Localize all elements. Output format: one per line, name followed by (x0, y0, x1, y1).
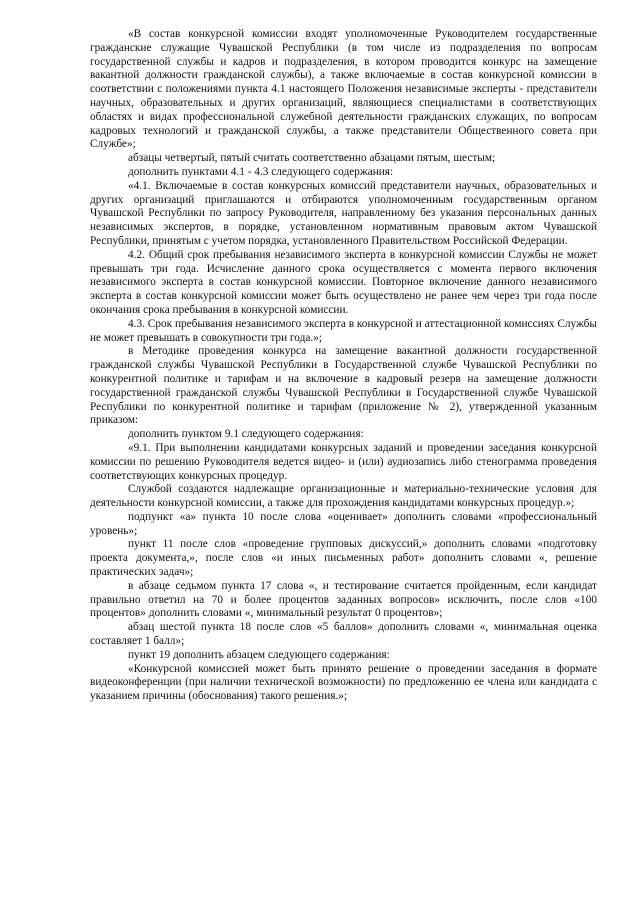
paragraph-point-9-1: «9.1. При выполнении кандидатами конкурсных заданий и проведении заседания конкурсной комиссии по решению Руководителя ведется видео- и (или) аудиозапись либо стенограмма проведения соответствующих конкурсных процедур. (90, 441, 597, 482)
document-page (90, 28, 597, 704)
paragraph-point-18: абзац шестой пункта 18 после слов «5 баллов» дополнить словами «, минимальная оценка составляет 1 балл»; (90, 621, 597, 648)
paragraph-point-19: пункт 19 дополнить абзацем следующего содержания: (128, 648, 390, 661)
paragraph-point-4-3: 4.3. Срок пребывания независимого эксперта в конкурсной и аттестационной комиссиях Службы не может превышать в совокупности три года.»; (90, 317, 597, 344)
paragraph-add-point-9-1: дополнить пунктом 9.1 следующего содержания: (128, 428, 364, 441)
paragraph-add-points-4-1-4-3: дополнить пунктами 4.1 - 4.3 следующего содержания: (128, 165, 394, 178)
paragraph-service-conditions: Службой создаются надлежащие организационные и материально-технические условия для деятельности конкурсной комиссии, а также для прохождения кандидатами конкурсных процедур.»; (90, 483, 597, 510)
paragraph-point-4-1: «4.1. Включаемые в состав конкурсных комиссий представители научных, образовательных и других организаций приглашаются и отбираются уполномоченным государственным органом Чувашской Республики по запросу Руководителя, направленному без указания персональных данных независимых экспертов, в порядке, установленном нормативным правовым актом Чувашской Республики, принятым с учетом порядка, установленного Правительством Российской Федерации. (90, 179, 597, 247)
paragraph-videoconference: «Конкурсной комиссией может быть принято решение о проведении заседания в формате видеоконференции (при наличии технической возможности) по предложению ее члена или кандидата с указанием причины (обоснования) такого решения.»; (90, 662, 597, 703)
paragraph-commission-composition: «В состав конкурсной комиссии входят уполномоченные Руководителем государственные гражданские служащие Чувашской Республики (в том числе из подразделения по вопросам государственной службы и кадров и подразделения, в котором проводится конкурс на замещение вакантной должности гражданской службы), а также включаемые в состав конкурсной комиссии в соответствии с положениями пункта 4.1 настоящего Положения независимые эксперты - представители научных, образовательных и других организаций, являющиеся специалистами в соответствующих областях и видах профессиональной служебной деятельности гражданских служащих, по вопросам кадровых технологий и гражданской службы, а также представители Общественного совета при Службе»; (90, 28, 597, 151)
paragraph-renumber-paragraphs: абзацы четвертый, пятый считать соответственно абзацами пятым, шестым; (128, 152, 496, 165)
paragraph-point-17: в абзаце седьмом пункта 17 слова «, и тестирование считается пройденным, если кандидат правильно ответил на 70 и более процентов заданных вопросов» исключить, после слов «100 процентов» дополнить словами «, минимальный результат 0 процентов»; (90, 579, 597, 620)
paragraph-point-4-2: 4.2. Общий срок пребывания независимого эксперта в конкурсной комиссии Службы не может превышать три года. Исчисление данного срока осуществляется с момента первого включения независимого эксперта в состав конкурсной комиссии. Повторное включение данного независимого эксперта в состав конкурсной комиссии может быть осуществлено не ранее чем через три года после окончания срока пребывания в конкурсной комиссии. (90, 248, 597, 316)
paragraph-methodology: в Методике проведения конкурса на замещение вакантной должности государственной гражданской службы Чувашской Республики в Государственной службе Чувашской Республики по конкурентной политике и тарифам и на включение в кадровый резерв на замещение должности государственной гражданской службы Чувашской Республики в Государственной службе Чувашской Республики по конкурентной политике и тарифам (приложение № 2), утвержденной указанным приказом: (90, 345, 597, 427)
paragraph-point-11: пункт 11 после слов «проведение групповых дискуссий,» дополнить словами «подготовку проекта документа,», после слов «и иных письменных работ» дополнить словами «, решение практических задач»; (90, 538, 597, 579)
paragraph-subpoint-a-point-10: подпункт «а» пункта 10 после слова «оценивает» дополнить словами «профессиональный уровень»; (90, 510, 597, 537)
